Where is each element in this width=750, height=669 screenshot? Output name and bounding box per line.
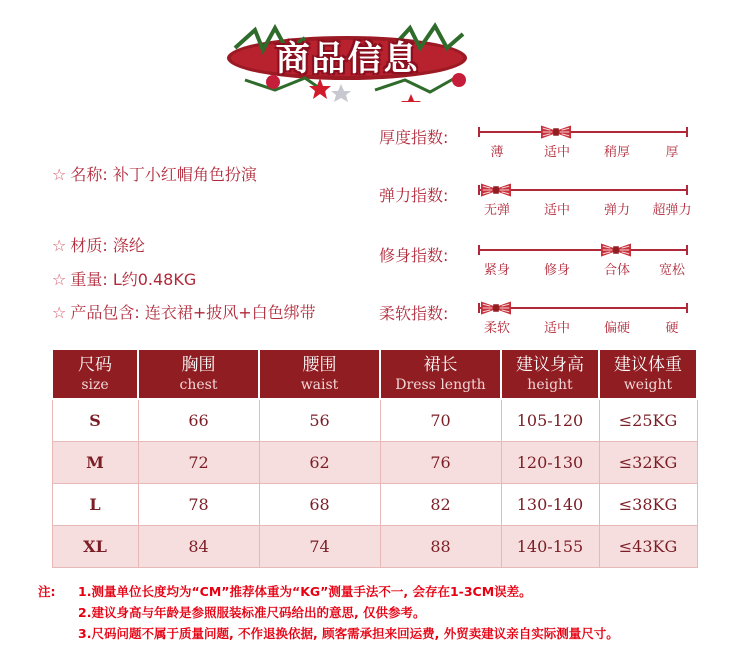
table-cell: L — [52, 484, 138, 526]
header-dress-length: 裙长 Dress length — [380, 349, 501, 399]
scale-tick-label: 硬 — [665, 321, 679, 336]
scale-label: 柔软指数: — [379, 304, 449, 323]
star-icon: ☆ — [52, 236, 67, 255]
scale-tick-label: 宽松 — [658, 263, 686, 278]
table-cell: 84 — [138, 526, 259, 568]
header-height: 建议身高 height — [501, 349, 599, 399]
product-info-banner — [215, 20, 480, 102]
table-row — [52, 484, 697, 526]
table-cell: 68 — [259, 484, 380, 526]
table-cell: 88 — [380, 526, 501, 568]
notes-prefix: 注: — [38, 584, 56, 599]
header-size: 尺码 size — [52, 349, 138, 399]
table-cell: 130-140 — [501, 484, 599, 526]
bow-marker-icon — [541, 125, 571, 139]
table-cell: 70 — [380, 399, 501, 442]
scale-tick-label: 稍厚 — [603, 145, 631, 160]
info-weight — [52, 267, 196, 290]
scale-tick-label: 合体 — [603, 263, 631, 278]
scale-tick-label: 弹力 — [603, 203, 631, 218]
table-cell: M — [52, 442, 138, 484]
info-material-text: 材质: 涤纶 — [70, 236, 145, 255]
scale-tick-label: 紧身 — [483, 263, 511, 278]
table-row — [52, 399, 697, 442]
table-cell: 120-130 — [501, 442, 599, 484]
scale-tick-label: 适中 — [543, 321, 571, 336]
table-cell: 72 — [138, 442, 259, 484]
scale-track — [478, 131, 688, 133]
scale-tick-label: 偏硬 — [603, 321, 631, 336]
bow-marker-icon — [601, 243, 631, 257]
table-cell: 76 — [380, 442, 501, 484]
scale-tick-label: 厚 — [665, 145, 679, 160]
scale-tick-label: 修身 — [543, 263, 571, 278]
header-weight: 建议体重 weight — [599, 349, 697, 399]
table-cell: ≤32KG — [599, 442, 697, 484]
scale-tick-label: 薄 — [490, 145, 504, 160]
scale-tick-label: 适中 — [543, 203, 571, 218]
table-cell: 105-120 — [501, 399, 599, 442]
table-cell: 74 — [259, 526, 380, 568]
scale-tick-label: 无弹 — [483, 203, 511, 218]
note-item: 2.建议身高与年龄是参照服装标准尺码给出的意思, 仅供参考。 — [78, 605, 426, 620]
info-material — [52, 233, 145, 256]
table-cell: ≤25KG — [599, 399, 697, 442]
scale-tick-label: 超弹力 — [652, 203, 692, 218]
table-cell: S — [52, 399, 138, 442]
table-cell: 78 — [138, 484, 259, 526]
info-contents — [52, 300, 316, 323]
size-table — [51, 348, 698, 568]
note-item: 3.尺码问题不属于质量问题, 不作退换依据, 顾客需承担来回运费, 外贸卖建议亲自实际测量尺寸。 — [78, 626, 619, 641]
scale-tick-label: 适中 — [543, 145, 571, 160]
table-cell: 56 — [259, 399, 380, 442]
scale-track — [478, 249, 688, 251]
bow-marker-icon — [481, 183, 511, 197]
table-cell: 62 — [259, 442, 380, 484]
info-name-text: 名称: 补丁小红帽角色扮演 — [70, 165, 257, 184]
scale-tick-label: 柔软 — [483, 321, 511, 336]
star-icon: ☆ — [52, 270, 67, 289]
info-weight-text: 重量: L约0.48KG — [70, 270, 197, 289]
star-icon: ☆ — [52, 303, 67, 322]
star-icon: ☆ — [52, 165, 67, 184]
table-cell: ≤38KG — [599, 484, 697, 526]
table-cell: 66 — [138, 399, 259, 442]
size-table-header — [52, 349, 697, 399]
scale-label: 修身指数: — [379, 246, 449, 265]
table-row — [52, 442, 697, 484]
bow-marker-icon — [481, 301, 511, 315]
table-cell: 140-155 — [501, 526, 599, 568]
header-waist: 腰围 waist — [259, 349, 380, 399]
table-cell: 82 — [380, 484, 501, 526]
banner-title: 商品信息 — [275, 38, 420, 79]
scale-label: 弹力指数: — [379, 186, 449, 205]
info-contents-text: 产品包含: 连衣裙+披风+白色绑带 — [70, 303, 316, 322]
header-chest: 胸围 chest — [138, 349, 259, 399]
table-cell: XL — [52, 526, 138, 568]
note-item: 1.测量单位长度均为“CM”推荐体重为“KG”测量手法不一, 会存在1-3CM误差。 — [78, 584, 532, 599]
table-cell: ≤43KG — [599, 526, 697, 568]
info-name — [52, 162, 257, 185]
scale-label: 厚度指数: — [379, 128, 449, 147]
table-row — [52, 526, 697, 568]
